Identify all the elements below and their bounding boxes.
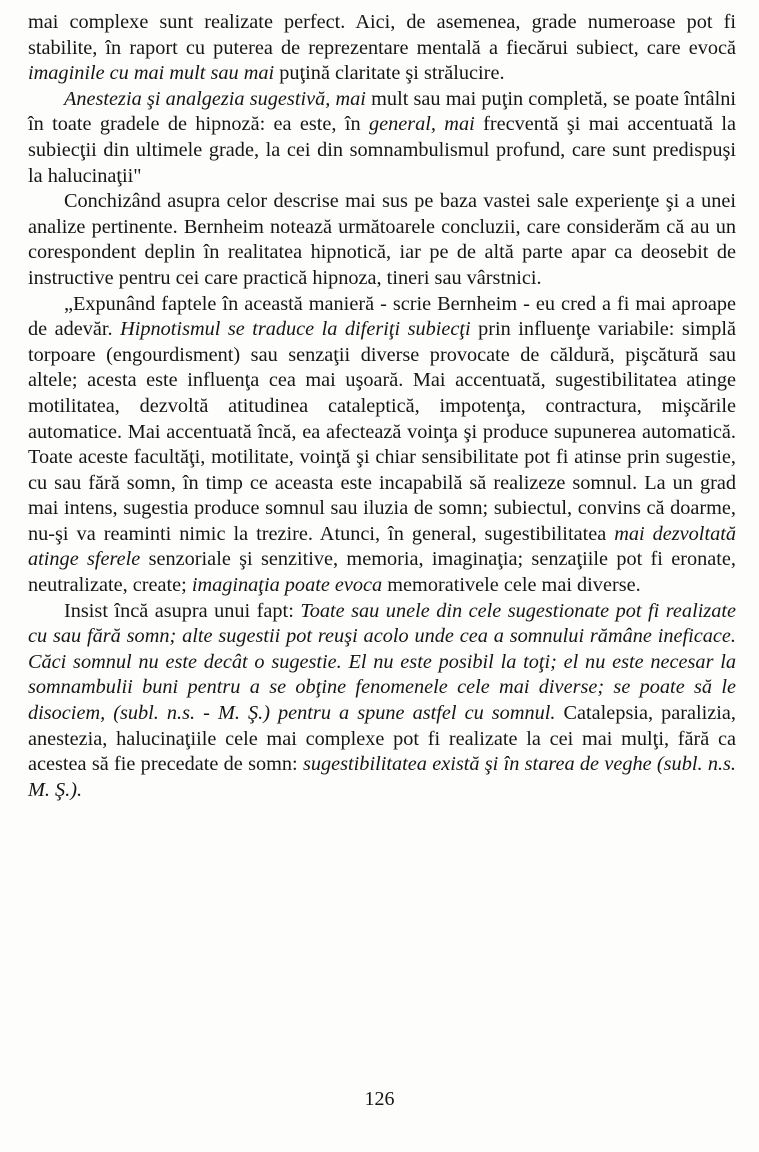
text-run: Insist încă asupra unui fapt:: [64, 599, 301, 622]
text-run: mult sau mai puţin completă, se poate întâlni în toate gradele de hipnoză: ea este, în: [28, 87, 736, 136]
text-run: „Expunând faptele în această manieră - scrie Bernheim - eu cred a fi mai aproape de adevăr.: [28, 292, 736, 341]
text-run: memorativele cele mai diverse.: [382, 574, 641, 597]
italic-run: imaginaţia poate evoca: [191, 574, 383, 597]
paragraph: [28, 10, 736, 87]
paragraph: [28, 599, 736, 804]
italic-run: mai dezvoltată atinge sferele: [28, 522, 736, 571]
italic-run: Toate sau unele din cele sugestionate pot fi realizate cu sau fără somn; alte sugestii pot reuşi acolo unde cea a somnului rămâne ineficace. Căci somnul nu este decât o sugestie. El nu este posibil la toţi; el nu este necesar la somnambulii buni pentru a se obţine fenomenele cele mai diverse; se poate să le disociem, (subl. n.s. - M. Ş.) pentru a spune astfel cu somnul.: [28, 599, 737, 725]
text-run: prin influenţe variabile: simplă torpoare (engourdisment) sau senzaţii diverse provocate de căldură, pişcătură sau altele; acesta este influenţa cea mai uşoară. Mai accentuată, sugestibilitatea atinge motilitatea, dezvoltă atitudinea cataleptică, impotenţa, contractura, mişcările automatice. Mai accentuată încă, ea afectează voinţa şi produce supunerea automatică. Toate aceste facultăţi, motilitate, voinţă şi chiar sensibilitate pot fi atinse prin sugestie, cu sau fără somn, în timp ce aceasta este incapabilă să realizeze somnul. La un grad mai intens, sugestia produce somnul sau iluzia de somn; subiectul, convins că doarme, nu-şi va reaminti nimic la trezire. Atunci, în general, sugestibilitatea: [28, 318, 736, 545]
text-run: puţină claritate şi strălucire.: [274, 62, 505, 85]
paragraph: [28, 87, 736, 189]
page-number: 126: [364, 1088, 395, 1110]
italic-run: Anestezia şi analgezia sugestivă, mai: [64, 87, 366, 110]
italic-run: imaginile cu mai mult sau mai: [28, 62, 275, 85]
paragraph: [28, 189, 736, 291]
italic-run: Hipnotismul se traduce la diferiţi subiecţi: [120, 318, 471, 341]
italic-run: general, mai: [368, 113, 475, 136]
text-run: Catalepsia, paralizia, anestezia, halucinaţiile cele mai complexe pot fi realizate la cei mai mulţi, fără ca acestea să fie precedate de somn:: [28, 702, 736, 776]
text-run: senzoriale şi senzitive, memoria, imaginaţia; senzaţiile pot fi eronate, neutralizate, create;: [28, 548, 736, 597]
italic-run: sugestibilitatea există şi în starea de veghe (subl. n.s. M. Ş.).: [28, 753, 737, 801]
text-run: Conchizând asupra celor descrise mai sus pe baza vastei sale experienţe şi a unei analize pertinente. Bernheim notează următoarele concluzii, care considerăm că au un corespondent deplin în realitatea hipnotică, iar pe de altă parte apar ca deosebit de instructive pentru cei care practică hipnoza, tineri sau vârstnici.: [28, 190, 736, 289]
body-text: [28, 10, 736, 803]
text-run: mai complexe sunt realizate perfect. Aici, de asemenea, grade numeroase pot fi stabilite, în raport cu puterea de reprezentare mentală a fiecărui subiect, care evocă: [28, 11, 736, 59]
text-run: frecventă şi mai accentuată la subiecţii din ultimele grade, la cei din somnambulismul profund, care sunt predispuşi la halucinaţii": [28, 113, 736, 187]
paragraph: [28, 292, 736, 599]
